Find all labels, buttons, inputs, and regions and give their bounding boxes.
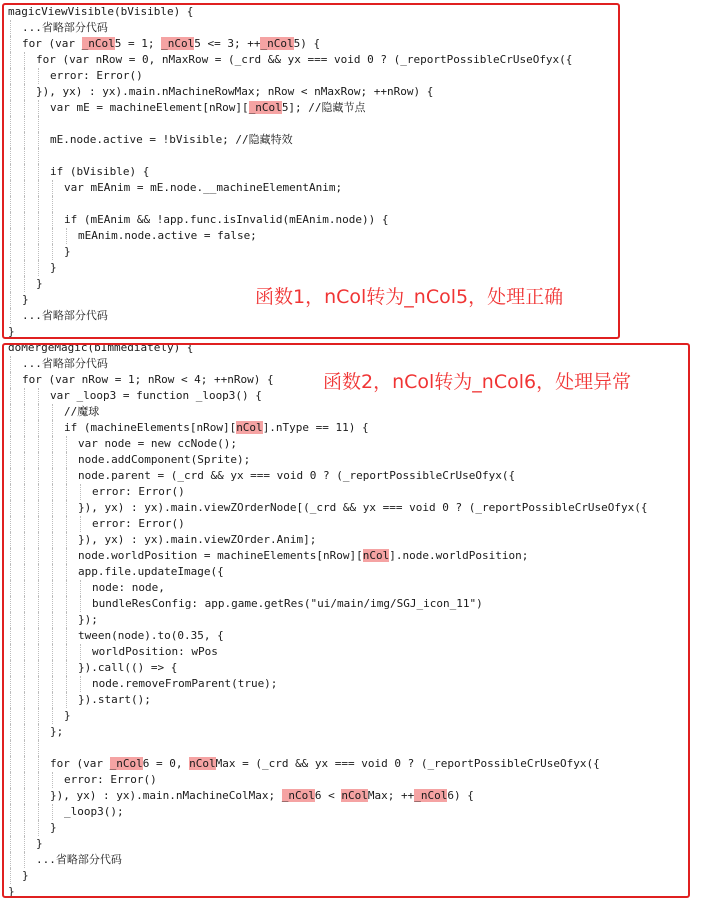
code-token: bundleResConfig: app.game.getRes("ui/main/img/SGJ_icon_11") [92,597,483,610]
code-token: } [8,885,15,898]
code-token: mE.node.active = !bVisible; //隐藏特效 [50,133,293,146]
code-token: var mEAnim = mE.node.__machineElementAnim; [64,181,343,194]
code-token: ...省略部分代码 [22,309,108,322]
code-token: }), yx) : yx).main.viewZOrder.Anim]; [78,533,317,546]
code-token: if (mEAnim && !app.func.isInvalid(mEAnim.node)) { [64,213,389,226]
code-token: worldPosition: wPos [92,645,218,658]
highlighted-variable: nCol [362,549,390,562]
code-token: } [50,821,57,834]
code-token: } [22,293,29,306]
code-token: node.addComponent(Sprite); [78,453,251,466]
highlighted-variable: _nCol [260,37,294,50]
code-token: }).call(() => { [78,661,178,674]
code-token: if (machineElements[nRow][ [64,421,237,434]
code-token: } [36,277,43,290]
code-token: Max = (_crd && yx === void 0 ? (_reportPossibleCrUseOfyx({ [215,757,600,770]
code-token: }).start(); [78,693,151,706]
code-token: //魔球 [64,405,100,418]
code-token: } [64,245,71,258]
code-token: 6) { [447,789,474,802]
code-token: 5 <= 3; ++ [194,37,261,50]
code-token: node: node, [92,581,165,594]
code-token: var node = new ccNode(); [78,437,237,450]
code-token: }); [78,613,98,626]
highlighted-variable: nCol [189,757,216,770]
code-token: Max; ++ [367,789,415,802]
code-token: app.file.updateImage({ [78,565,224,578]
code-token: error: Error() [92,485,185,498]
highlighted-variable: nCol [341,789,368,802]
code-token: } [8,325,15,338]
code-token: }), yx) : yx).main.nMachineColMax; [50,789,282,802]
highlighted-variable: _nCol [161,37,195,50]
highlighted-variable: _nCol [248,101,282,114]
code-token: mEAnim.node.active = false; [78,229,257,242]
code-token: _loop3(); [64,805,124,818]
code-token: }), yx) : yx).main.nMachineRowMax; nRow < nMaxRow; ++nRow) { [36,85,434,98]
highlighted-variable: _nCol [109,757,143,770]
code-token: ...省略部分代码 [36,853,122,866]
annotation-func1: 函数1，nCol转为_nCol5，处理正确 [255,286,564,308]
highlighted-variable: _nCol [414,789,448,802]
code-token: } [50,261,57,274]
code-token: 5 = 1; [114,37,162,50]
code-token: error: Error() [64,773,157,786]
code-token: var _loop3 = function _loop3() { [50,389,262,402]
code-token: tween(node).to(0.35, { [78,629,224,642]
code-token: for (var [50,757,110,770]
code-token: node.removeFromParent(true); [92,677,278,690]
code-token: ].node.worldPosition; [389,549,529,562]
annotation-func2: 函数2，nCol转为_nCol6，处理异常 [323,371,632,393]
code-token: 5]; //隐藏节点 [281,101,366,114]
code-token: error: Error() [92,517,185,530]
code-token: node.parent = (_crd && yx === void 0 ? (_reportPossibleCrUseOfyx({ [78,469,516,482]
code-token: var mE = machineElement[nRow][ [50,101,249,114]
code-token: ...省略部分代码 [22,21,108,34]
code-token: for (var nRow = 1; nRow < 4; ++nRow) { [22,373,274,386]
code-token: doMergeMagic(bImmediately) { [8,341,194,354]
code-token: } [64,709,71,722]
code-token: 6 < [314,789,342,802]
code-token: node.worldPosition = machineElements[nRow][ [78,549,363,562]
code-token: } [22,869,29,882]
code-token: ...省略部分代码 [22,357,108,370]
code-token: magicViewVisible(bVisible) { [8,5,194,18]
code-token: }), yx) : yx).main.viewZOrderNode[(_crd && yx === void 0 ? (_reportPossibleCrUseOfyx({ [78,501,648,514]
highlighted-variable: _nCol [81,37,115,50]
highlighted-variable: _nCol [281,789,315,802]
code-token: error: Error() [50,69,143,82]
highlighted-variable: nCol [236,421,263,434]
code-token: if (bVisible) { [50,165,150,178]
code-token: for (var nRow = 0, nMaxRow = (_crd && yx === void 0 ? (_reportPossibleCrUseOfyx({ [36,53,573,66]
code-token: for (var [22,37,82,50]
code-token: ].nType == 11) { [262,421,369,434]
code-token: }; [50,725,64,738]
code-token: } [36,837,43,850]
code-token: 6 = 0, [142,757,190,770]
code-token: 5) { [293,37,321,50]
annotation-frame-func2 [2,343,690,898]
